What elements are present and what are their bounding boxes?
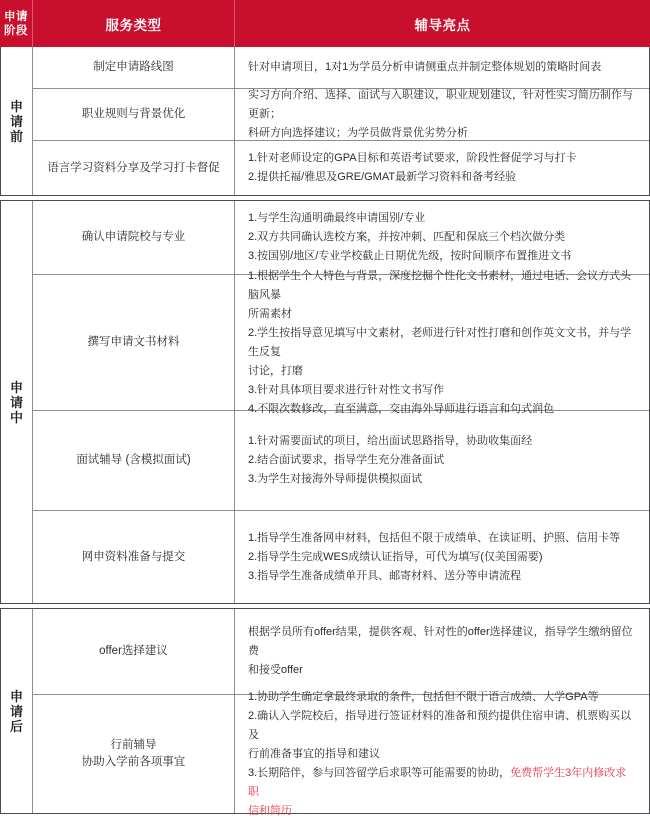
detail-line bbox=[248, 548, 637, 567]
service-type-cell bbox=[33, 511, 235, 603]
detail-line bbox=[248, 209, 637, 228]
detail-line bbox=[248, 362, 637, 381]
detail-cell bbox=[235, 269, 649, 415]
stage-label bbox=[10, 99, 23, 144]
table-row bbox=[33, 89, 649, 141]
detail-line bbox=[248, 86, 637, 124]
detail-text: 3.为学生对接海外导师提供模拟面试 bbox=[248, 473, 423, 485]
detail-text: 2.提供托福/雅思及GRE/GMAT最新学习资料和备考经验 bbox=[248, 171, 517, 183]
column-header-detail: 辅导亮点 bbox=[414, 17, 471, 33]
table-row bbox=[33, 269, 649, 415]
service-type-cell bbox=[33, 411, 235, 510]
detail-text: 科研方向选择建议；为学员做背景优劣势分析 bbox=[248, 127, 468, 139]
service-type-label: 协助入学前各项事宜 bbox=[81, 756, 186, 768]
detail-text: 行前准备事宜的指导和建议 bbox=[248, 747, 380, 760]
service-type-cell bbox=[33, 141, 235, 195]
service-type-cell bbox=[33, 695, 235, 813]
section-during-application bbox=[0, 200, 650, 604]
detail-text: 1.指导学生准备网申材料，包括但不限于成绩单、在读证明、护照、信用卡等 bbox=[248, 531, 621, 544]
detail-line bbox=[248, 451, 637, 470]
detail-line bbox=[248, 764, 637, 802]
detail-text: 讨论，打磨 bbox=[248, 364, 303, 377]
stage-label-char: 中 bbox=[9, 409, 23, 425]
column-header-stage bbox=[0, 0, 33, 47]
detail-text: 2.结合面试要求，指导学生充分准备面试 bbox=[248, 454, 445, 466]
stage-label-char: 前 bbox=[9, 128, 23, 144]
detail-text: 3.长期陪伴，参与回答留学后求职等可能需要的协助， bbox=[248, 766, 511, 779]
stage-cell-pre-application bbox=[1, 47, 33, 195]
detail-cell bbox=[235, 690, 649, 817]
stage-label bbox=[10, 689, 23, 734]
detail-text: 2.学生按指导意见填写中文素材，老师进行针对性打磨和创作英文文书，并与学生反复 bbox=[248, 326, 632, 358]
detail-line bbox=[248, 623, 637, 661]
stage-label-char: 请 bbox=[9, 703, 23, 719]
table-row bbox=[33, 201, 649, 275]
detail-cell bbox=[235, 47, 649, 88]
detail-line bbox=[248, 305, 637, 324]
stage-label-char: 后 bbox=[9, 718, 23, 734]
stage-label-char: 申 bbox=[9, 688, 23, 704]
detail-text: 和接受offer bbox=[248, 664, 303, 676]
detail-line bbox=[248, 168, 637, 187]
detail-cell bbox=[235, 201, 649, 274]
table-row bbox=[33, 511, 649, 603]
detail-cell bbox=[235, 141, 649, 195]
column-header-service: 服务类型 bbox=[33, 0, 235, 47]
detail-text: 根据学员所有offer结果，提供客观、针对性的offer选择建议，指导学生缴纳留位费 bbox=[248, 626, 633, 657]
detail-line bbox=[248, 267, 637, 305]
detail-cell bbox=[235, 89, 649, 140]
detail-text: 所需素材 bbox=[248, 307, 292, 320]
rows-group bbox=[33, 609, 649, 817]
table-row bbox=[33, 690, 649, 817]
stage-label-char: 请 bbox=[9, 394, 23, 410]
service-type-cell bbox=[33, 275, 235, 410]
detail-line bbox=[248, 802, 637, 821]
service-type-label: offer选择建议 bbox=[99, 645, 168, 657]
detail-line bbox=[248, 324, 637, 362]
column-header-stage-line-2: 阶段 bbox=[4, 24, 28, 37]
detail-cell bbox=[235, 511, 649, 603]
column-header-stage-line-1: 申请 bbox=[4, 10, 28, 23]
detail-text: 1.与学生沟通明确最终申请国别/专业 bbox=[248, 212, 426, 224]
detail-text: 1.针对需要面试的项目，给出面试思路指导，协助收集面经 bbox=[248, 435, 533, 447]
section-post-application bbox=[0, 608, 650, 817]
service-type-label: 语言学习资料分享及学习打卡督促 bbox=[47, 161, 220, 174]
detail-line bbox=[248, 149, 637, 168]
detail-line bbox=[248, 228, 637, 247]
service-type-label: 制定申请路线图 bbox=[93, 61, 174, 73]
detail-text: 4.不限次数修改，直至满意，交由海外导师进行语言和句式润色 bbox=[248, 402, 555, 415]
section-pre-application bbox=[0, 47, 650, 196]
service-type-label: 面试辅导 (含模拟面试) bbox=[76, 454, 191, 466]
detail-text: 2.双方共同确认选校方案，并按冲刺、匹配和保底三个档次做分类 bbox=[248, 231, 566, 243]
detail-text: 1.针对老师设定的GPA目标和英语考试要求，阶段性督促学习与打卡 bbox=[248, 152, 577, 164]
rows-group bbox=[33, 47, 649, 195]
detail-cell bbox=[235, 609, 649, 694]
stage-cell-post-application bbox=[1, 609, 33, 813]
table-row bbox=[33, 411, 649, 511]
detail-line bbox=[248, 661, 637, 680]
detail-text: 2.指导学生完成WES成绩认证指导，可代为填写(仅美国需要) bbox=[248, 550, 543, 563]
table-body bbox=[0, 47, 650, 817]
table-row bbox=[33, 47, 649, 89]
detail-line bbox=[248, 688, 637, 707]
service-type-cell bbox=[33, 47, 235, 88]
detail-line bbox=[248, 707, 637, 745]
detail-text-highlight: 信和简历 bbox=[248, 804, 292, 817]
detail-text: 针对申请项目，1对1为学员分析申请侧重点并制定整体规划的策略时间表 bbox=[248, 61, 602, 73]
service-type-cell bbox=[33, 89, 235, 140]
stage-label bbox=[10, 380, 23, 425]
stage-label-char: 申 bbox=[9, 98, 23, 114]
stage-cell-during-application bbox=[1, 201, 33, 603]
detail-text-highlight: 免费帮学生3年内修改求职 bbox=[248, 766, 627, 798]
detail-cell bbox=[235, 411, 649, 510]
detail-line bbox=[248, 432, 637, 451]
detail-line bbox=[248, 529, 637, 548]
service-type-label: 职业规则与背景优化 bbox=[81, 108, 186, 120]
detail-text: 3.指导学生准备成绩单开具、邮寄材料、送分等申请流程 bbox=[248, 569, 522, 582]
service-type-cell bbox=[33, 201, 235, 274]
stage-label-char: 申 bbox=[9, 379, 23, 395]
detail-text: 1.协助学生确定拿最终录取的条件，包括但不限于语言成绩、大学GPA等 bbox=[248, 690, 599, 703]
service-type-label: 行前辅导 bbox=[110, 739, 157, 751]
detail-text: 3.针对具体项目要求进行针对性文书写作 bbox=[248, 383, 445, 396]
detail-text: 3.按国别/地区/专业学校截止日期优先级，按时间顺序布置推进文书 bbox=[248, 250, 572, 262]
table-row bbox=[33, 141, 649, 195]
rows-group bbox=[33, 201, 649, 603]
stage-label-char: 请 bbox=[9, 113, 23, 129]
service-type-cell bbox=[33, 609, 235, 694]
detail-line bbox=[248, 567, 637, 586]
table-header-row bbox=[0, 0, 650, 47]
detail-line bbox=[248, 247, 637, 266]
detail-line bbox=[248, 58, 637, 77]
detail-text: 2.确认入学院校后，指导进行签证材料的准备和预约提供住宿申请、机票购买以及 bbox=[248, 709, 632, 741]
detail-text: 1.根据学生个人特色与背景，深度挖掘个性化文书素材，通过电话、会议方式头脑风暴 bbox=[248, 269, 632, 301]
detail-line bbox=[248, 381, 637, 400]
detail-text: 实习方向介绍、选择、面试与入职建议，职业规划建议，针对性实习简历制作与更新； bbox=[248, 89, 633, 120]
service-type-label: 网申资料准备与提交 bbox=[81, 550, 186, 563]
service-type-label: 确认申请院校与专业 bbox=[81, 231, 186, 243]
table-row bbox=[33, 609, 649, 695]
detail-line bbox=[248, 745, 637, 764]
detail-line bbox=[248, 470, 637, 489]
service-type-label: 撰写申请文书材料 bbox=[87, 336, 180, 348]
